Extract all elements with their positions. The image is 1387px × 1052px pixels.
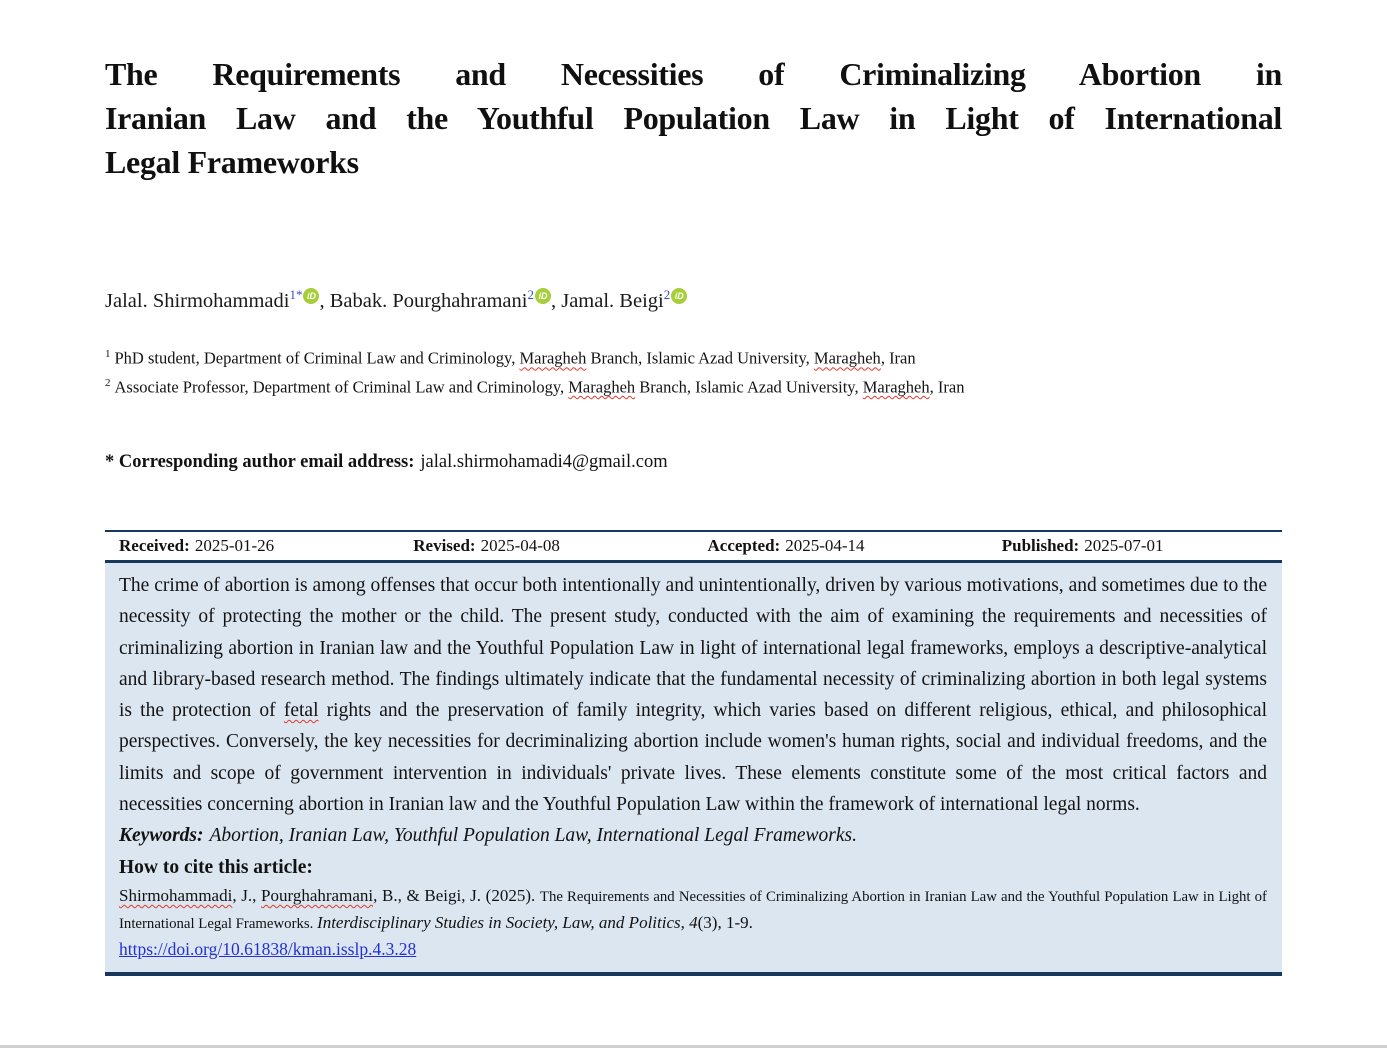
author-sup-3: 2 bbox=[663, 287, 671, 303]
date-published bbox=[988, 535, 1282, 556]
doi-line bbox=[119, 937, 1267, 962]
orcid-icon[interactable]: iD bbox=[671, 288, 687, 304]
date-received-label: Received: bbox=[119, 536, 190, 555]
author-separator: , bbox=[550, 290, 562, 312]
affiliation-2-text: Associate Professor, Department of Criminal Law and Criminology, bbox=[114, 377, 569, 396]
keywords-text: Abortion, Iranian Law, Youthful Population Law, International Legal Frameworks. bbox=[209, 825, 858, 847]
author-sup-1: 1* bbox=[289, 287, 303, 303]
misspelled-word: fetal bbox=[283, 700, 319, 722]
affiliation-2-sup: 2 bbox=[105, 376, 111, 389]
misspelled-word: Pourghahramani bbox=[261, 885, 374, 905]
citation-journal-name: Interdisciplinary Studies in Society, Law, and Politics, 4 bbox=[317, 912, 698, 932]
keywords-label: Keywords: bbox=[119, 825, 204, 847]
corresponding-author-email: jalal.shirmohamadi4@gmail.com bbox=[420, 452, 668, 472]
citation-text bbox=[119, 883, 1267, 937]
citation-article-title: The Requirements and Necessities of Criminalizing Abortion in Iranian Law and the Youthful Population Law in Light of International Legal Frameworks. bbox=[119, 888, 1267, 932]
date-received bbox=[105, 535, 399, 556]
misspelled-word: Maragheh bbox=[862, 377, 930, 396]
dates-row bbox=[105, 532, 1282, 563]
page-content bbox=[105, 0, 1282, 976]
misspelled-word: Shirmohammadi bbox=[119, 885, 233, 905]
affiliation-2-text: , Iran bbox=[929, 377, 965, 396]
author-sup-2: 2 bbox=[527, 287, 534, 303]
date-revised-label: Revised: bbox=[413, 536, 476, 555]
orcid-icon[interactable]: iD bbox=[535, 288, 551, 304]
date-published-value: 2025-07-01 bbox=[1084, 536, 1164, 555]
date-published-label: Published: bbox=[1001, 536, 1080, 555]
corresponding-author-label: * Corresponding author email address: bbox=[105, 452, 415, 472]
abstract-part-2: rights and the preservation of family integrity, which varies based on different religious, ethical, and philosophical perspectives. Conversely, the key necessities for decriminalizing abortion include women's human rights, social and individual freedoms, and the limits and scope of government intervention in individuals' private lives. These elements constitute some of the most critical factors and necessities concerning abortion in Iranian law and the Youthful Population Law within the framework of international legal norms. bbox=[119, 700, 1267, 816]
affiliation-1-text: PhD student, Department of Criminal Law and Criminology, bbox=[114, 348, 520, 368]
citation-authors: , B., & Beigi, J. (2025). bbox=[373, 885, 540, 905]
misspelled-word: Maragheh bbox=[813, 348, 881, 368]
cite-heading: How to cite this article: bbox=[119, 856, 313, 878]
affiliation-1-text: , Iran bbox=[880, 348, 916, 368]
citation-pages: (3), 1-9. bbox=[697, 912, 753, 932]
affiliations bbox=[105, 342, 1282, 399]
date-received-value: 2025-01-26 bbox=[194, 536, 275, 555]
citation-authors: , J., bbox=[232, 885, 262, 905]
affiliation-1 bbox=[105, 342, 1282, 371]
author-name-1: Jalal. Shirmohammadi bbox=[105, 290, 290, 312]
date-accepted-value: 2025-04-14 bbox=[785, 536, 865, 555]
title-line-2: Iranian Law and the Youthful Population Law in Light of International bbox=[105, 100, 1282, 136]
affiliation-1-text: Branch, Islamic Azad University, bbox=[586, 348, 814, 368]
abstract-text bbox=[119, 570, 1267, 820]
affiliation-2-text: Branch, Islamic Azad University, bbox=[635, 377, 863, 396]
orcid-icon[interactable]: iD bbox=[303, 288, 319, 304]
authors-line bbox=[105, 288, 1282, 315]
misspelled-word: Maragheh bbox=[519, 348, 587, 368]
date-revised bbox=[399, 535, 693, 556]
article-meta-table bbox=[105, 530, 1282, 976]
page-edge-divider bbox=[0, 1045, 1387, 1048]
corresponding-author-line bbox=[105, 449, 1282, 475]
date-revised-value: 2025-04-08 bbox=[480, 536, 560, 555]
author-separator: , bbox=[319, 290, 330, 312]
affiliation-2 bbox=[105, 371, 1282, 400]
date-accepted bbox=[694, 535, 988, 556]
author-name-2: Babak. Pourghahramani bbox=[329, 290, 528, 312]
misspelled-word: Maragheh bbox=[568, 377, 636, 396]
affiliation-1-sup: 1 bbox=[105, 348, 111, 360]
abstract-box bbox=[105, 563, 1282, 972]
title-line-1: The Requirements and Necessities of Criminalizing Abortion in bbox=[105, 56, 1282, 92]
author-name-3: Jamal. Beigi bbox=[561, 290, 664, 312]
title-line-3: Legal Frameworks bbox=[105, 144, 359, 180]
keywords-line bbox=[119, 820, 1267, 851]
date-accepted-label: Accepted: bbox=[707, 536, 781, 555]
abstract-part-1: The crime of abortion is among offenses that occur both intentionally and unintentionally, driven by various motivations, and sometimes due to the necessity of protecting the mother or the child. The present study, conducted with the aim of examining the requirements and necessities of criminalizing abortion in Iranian law and the Youthful Population Law in light of international legal frameworks, employs a descriptive-analytical and library-based research method. The findings ultimately indicate that the fundamental necessity of criminalizing abortion in both legal systems is the protection of bbox=[119, 575, 1267, 722]
paper-title bbox=[105, 0, 1282, 184]
doi-link[interactable]: https://doi.org/10.61838/kman.isslp.4.3.28 bbox=[119, 938, 417, 959]
